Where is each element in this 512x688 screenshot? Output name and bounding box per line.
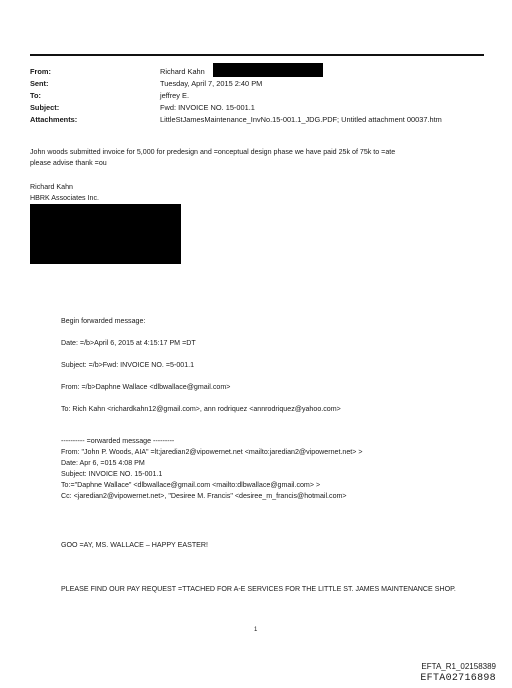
signature-company: HBRK Associates Inc. [30, 194, 99, 202]
redaction-bar-sender [213, 63, 323, 77]
forwarded-begin: Begin forwarded message: [61, 317, 146, 325]
redaction-block-signature [30, 204, 181, 264]
subject-label: Subject: [30, 103, 60, 112]
forwarded-from: From: =/b>Daphne Wallace <dlbwallace@gmail.com> [61, 383, 231, 391]
pay-request-line: PLEASE FIND OUR PAY REQUEST =TTACHED FOR A-E SERVICES FOR THE LITTLE ST. JAMES MAINTENANCE SHOP. [61, 585, 456, 593]
bates-number-1: EFTA_R1_02158389 [421, 662, 496, 671]
greeting-line: GOO =AY, MS. WALLACE – HAPPY EASTER! [61, 541, 208, 549]
sent-value: Tuesday, April 7, 2015 2:40 PM [160, 79, 263, 88]
forwarded-subject: Subject: =/b>Fwd: INVOICE NO. =5-001.1 [61, 361, 195, 369]
header-rule [30, 54, 484, 56]
original-to: To:="Daphne Wallace" <dlbwallace@gmail.com <mailto:dlbwallace@gmail.com> > [61, 481, 321, 489]
from-label: From: [30, 67, 51, 76]
bates-number-2: EFTA02716898 [420, 673, 496, 684]
to-value: jeffrey E. [160, 91, 190, 100]
signature-name: Richard Kahn [30, 183, 73, 191]
original-separator: ---------- =orwarded message --------- [61, 437, 175, 445]
forwarded-to: To: Rich Kahn <richardkahn12@gmail.com>, ann rodriquez <annrodriquez@yahoo.com> [61, 405, 341, 413]
sent-label: Sent: [30, 79, 49, 88]
subject-value: Fwd: INVOICE NO. 15-001.1 [160, 103, 255, 112]
original-subject: Subject: INVOICE NO. 15-001.1 [61, 470, 163, 478]
body-line-1: John woods submitted invoice for 5,000 for predesign and =onceptual design phase we have paid 25k of 75k to =ate [30, 148, 396, 156]
attachments-value: LittleStJamesMaintenance_InvNo.15-001.1_JDG.PDF; Untitled attachment 00037.htm [160, 115, 442, 124]
original-from: From: "John P. Woods, AIA" =lt;jaredian2@vipowernet.net <mailto:jaredian2@vipowernet.net> > [61, 448, 363, 456]
forwarded-date: Date: =/b>April 6, 2015 at 4:15:17 PM =DT [61, 339, 196, 347]
from-value: Richard Kahn [160, 67, 205, 76]
to-label: To: [30, 91, 41, 100]
original-date: Date: Apr 6, =015 4:08 PM [61, 459, 145, 467]
page-number: 1 [254, 627, 258, 633]
attachments-label: Attachments: [30, 115, 78, 124]
body-line-2: please advise thank =ou [30, 159, 107, 167]
original-cc: Cc: <jaredian2@vipowernet.net>, "Desiree M. Francis" <desiree_m_francis@hotmail.com> [61, 492, 347, 500]
